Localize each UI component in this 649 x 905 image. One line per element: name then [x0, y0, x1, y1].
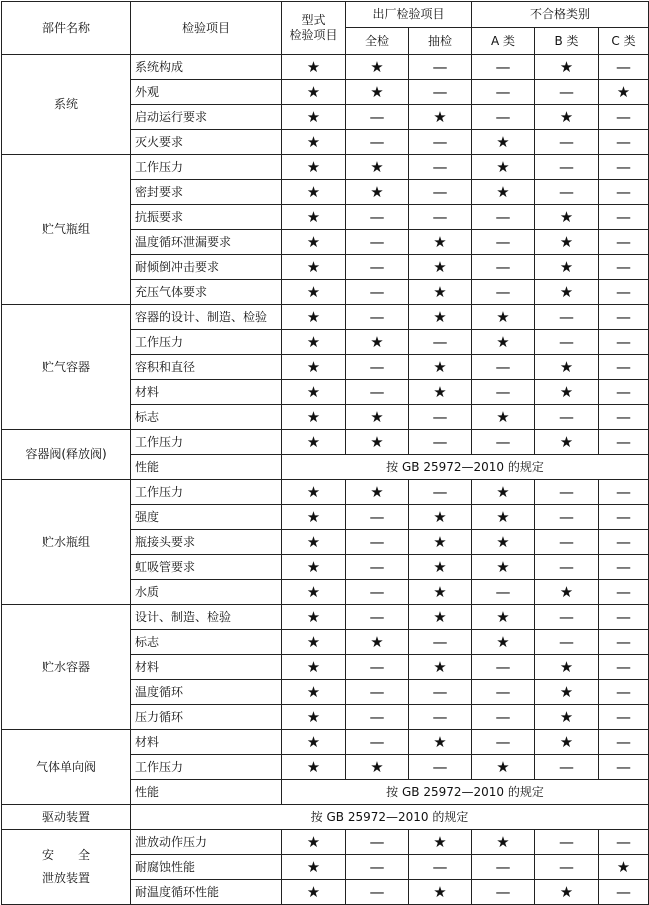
inspection-item-cell: 耐腐蚀性能	[131, 855, 282, 880]
class-a-mark: ★	[472, 830, 535, 855]
class-c-mark: —	[599, 430, 649, 455]
class-b-mark: —	[535, 405, 599, 430]
sampling-mark: —	[409, 430, 472, 455]
class-b-mark: —	[535, 330, 599, 355]
full-check-mark: ★	[346, 180, 409, 205]
sampling-mark: —	[409, 330, 472, 355]
type-test-mark: ★	[282, 155, 346, 180]
table-row	[2, 480, 649, 505]
table-row	[2, 830, 649, 855]
full-check-mark: ★	[346, 480, 409, 505]
type-test-mark: ★	[282, 405, 346, 430]
type-test-mark: ★	[282, 705, 346, 730]
part-name-cell: 气体单向阀	[2, 730, 131, 805]
inspection-item-cell: 温度循环	[131, 680, 282, 705]
class-c-mark: —	[599, 105, 649, 130]
part-name-header: 部件名称	[2, 2, 131, 55]
table-row	[2, 805, 649, 830]
class-b-mark: ★	[535, 280, 599, 305]
class-a-header: A 类	[472, 28, 535, 55]
inspection-item-cell: 压力循环	[131, 705, 282, 730]
inspection-item-cell: 设计、制造、检验	[131, 605, 282, 630]
full-check-mark: —	[346, 280, 409, 305]
full-check-mark: —	[346, 505, 409, 530]
type-test-mark: ★	[282, 730, 346, 755]
type-test-mark: ★	[282, 580, 346, 605]
sampling-mark: —	[409, 680, 472, 705]
sampling-mark: —	[409, 155, 472, 180]
class-a-mark: —	[472, 705, 535, 730]
class-c-mark: —	[599, 830, 649, 855]
class-a-mark: ★	[472, 130, 535, 155]
sampling-mark: ★	[409, 655, 472, 680]
type-test-mark: ★	[282, 180, 346, 205]
full-check-mark: —	[346, 530, 409, 555]
inspection-item-cell: 材料	[131, 655, 282, 680]
class-b-mark: —	[535, 530, 599, 555]
inspection-item-cell: 标志	[131, 630, 282, 655]
class-c-mark: —	[599, 255, 649, 280]
class-c-mark: —	[599, 655, 649, 680]
table-row	[2, 605, 649, 630]
class-b-mark: ★	[535, 105, 599, 130]
full-check-mark: —	[346, 130, 409, 155]
full-check-mark: —	[346, 205, 409, 230]
class-a-mark: ★	[472, 405, 535, 430]
class-a-mark: —	[472, 105, 535, 130]
class-a-mark: —	[472, 55, 535, 80]
full-check-mark: —	[346, 380, 409, 405]
type-test-mark: ★	[282, 480, 346, 505]
class-b-mark: —	[535, 830, 599, 855]
sampling-mark: ★	[409, 880, 472, 905]
inspection-item-cell: 工作压力	[131, 480, 282, 505]
part-name-cell: 驱动装置	[2, 805, 131, 830]
type-test-mark: ★	[282, 855, 346, 880]
class-c-mark: —	[599, 605, 649, 630]
part-name-cell: 贮气容器	[2, 305, 131, 430]
sampling-mark: ★	[409, 730, 472, 755]
class-a-mark: —	[472, 680, 535, 705]
class-b-mark: —	[535, 80, 599, 105]
type-test-mark: ★	[282, 830, 346, 855]
class-c-mark: —	[599, 280, 649, 305]
sampling-mark: —	[409, 705, 472, 730]
class-c-mark: —	[599, 880, 649, 905]
inspection-item-cell: 外观	[131, 80, 282, 105]
sampling-mark: ★	[409, 605, 472, 630]
full-check-mark: ★	[346, 430, 409, 455]
class-c-mark: —	[599, 180, 649, 205]
inspection-item-cell: 充压气体要求	[131, 280, 282, 305]
class-b-mark: —	[535, 130, 599, 155]
full-check-mark: —	[346, 705, 409, 730]
full-check-mark: —	[346, 105, 409, 130]
class-c-mark: —	[599, 230, 649, 255]
class-b-mark: —	[535, 180, 599, 205]
class-a-mark: —	[472, 655, 535, 680]
type-test-mark: ★	[282, 230, 346, 255]
type-test-mark: ★	[282, 280, 346, 305]
type-test-mark: ★	[282, 755, 346, 780]
type-test-line1: 型式	[301, 13, 326, 27]
inspection-item-cell: 工作压力	[131, 330, 282, 355]
class-a-mark: —	[472, 80, 535, 105]
sampling-mark: —	[409, 480, 472, 505]
inspection-item-cell: 工作压力	[131, 155, 282, 180]
type-test-mark: ★	[282, 630, 346, 655]
sampling-mark: —	[409, 755, 472, 780]
class-a-mark: ★	[472, 480, 535, 505]
type-test-mark: ★	[282, 305, 346, 330]
class-c-mark: —	[599, 705, 649, 730]
type-test-mark: ★	[282, 555, 346, 580]
inspection-item-cell: 瓶接头要求	[131, 530, 282, 555]
type-test-mark: ★	[282, 355, 346, 380]
inspection-item-cell: 系统构成	[131, 55, 282, 80]
class-a-mark: ★	[472, 180, 535, 205]
class-c-mark: —	[599, 130, 649, 155]
class-a-mark: —	[472, 430, 535, 455]
class-b-mark: ★	[535, 430, 599, 455]
full-check-header: 全检	[346, 28, 409, 55]
full-check-mark: ★	[346, 155, 409, 180]
class-a-mark: —	[472, 730, 535, 755]
inspection-item-cell: 温度循环泄漏要求	[131, 230, 282, 255]
part-name-cell: 容器阀(释放阀)	[2, 430, 131, 480]
full-check-mark: —	[346, 255, 409, 280]
full-check-mark: —	[346, 605, 409, 630]
sampling-mark: —	[409, 405, 472, 430]
full-check-mark: —	[346, 355, 409, 380]
full-check-mark: ★	[346, 55, 409, 80]
inspection-item-cell: 抗振要求	[131, 205, 282, 230]
type-test-mark: ★	[282, 430, 346, 455]
nonconformity-header: 不合格类别	[472, 2, 649, 28]
class-c-mark: —	[599, 305, 649, 330]
class-c-mark: —	[599, 355, 649, 380]
class-b-mark: ★	[535, 355, 599, 380]
full-check-mark: —	[346, 830, 409, 855]
table-body	[2, 55, 649, 905]
sampling-mark: —	[409, 130, 472, 155]
class-a-mark: ★	[472, 505, 535, 530]
class-c-mark: —	[599, 755, 649, 780]
class-a-mark: —	[472, 255, 535, 280]
class-b-header: B 类	[535, 28, 599, 55]
class-a-mark: ★	[472, 530, 535, 555]
inspection-item-cell: 标志	[131, 405, 282, 430]
class-b-mark: ★	[535, 680, 599, 705]
inspection-table	[1, 1, 649, 905]
type-test-mark: ★	[282, 880, 346, 905]
class-b-mark: —	[535, 155, 599, 180]
class-c-mark: —	[599, 680, 649, 705]
part-name-cell: 系统	[2, 55, 131, 155]
class-a-mark: ★	[472, 755, 535, 780]
class-c-mark: —	[599, 155, 649, 180]
class-b-mark: —	[535, 630, 599, 655]
class-b-mark: —	[535, 855, 599, 880]
class-c-mark: —	[599, 730, 649, 755]
inspection-item-cell: 耐温度循环性能	[131, 880, 282, 905]
sampling-mark: ★	[409, 555, 472, 580]
factory-test-header: 出厂检验项目	[346, 2, 472, 28]
sampling-mark: ★	[409, 830, 472, 855]
class-a-mark: —	[472, 355, 535, 380]
type-test-header	[282, 2, 346, 55]
class-c-mark: —	[599, 405, 649, 430]
class-c-mark: —	[599, 330, 649, 355]
class-a-mark: —	[472, 855, 535, 880]
inspection-item-cell: 密封要求	[131, 180, 282, 205]
sampling-mark: ★	[409, 580, 472, 605]
class-c-header: C 类	[599, 28, 649, 55]
regulation-note: 按 GB 25972—2010 的规定	[282, 455, 649, 480]
regulation-note: 按 GB 25972—2010 的规定	[282, 780, 649, 805]
class-a-mark: —	[472, 230, 535, 255]
class-a-mark: —	[472, 580, 535, 605]
inspection-item-cell: 启动运行要求	[131, 105, 282, 130]
table-row	[2, 305, 649, 330]
class-a-mark: —	[472, 205, 535, 230]
sampling-mark: —	[409, 80, 472, 105]
type-test-mark: ★	[282, 255, 346, 280]
full-check-mark: —	[346, 655, 409, 680]
class-b-mark: —	[535, 505, 599, 530]
table-row	[2, 730, 649, 755]
class-b-mark: —	[535, 555, 599, 580]
type-test-mark: ★	[282, 55, 346, 80]
sampling-mark: ★	[409, 505, 472, 530]
class-b-mark: ★	[535, 580, 599, 605]
full-check-mark: ★	[346, 80, 409, 105]
sampling-mark: —	[409, 205, 472, 230]
part-name-cell: 贮气瓶组	[2, 155, 131, 305]
class-c-mark: ★	[599, 80, 649, 105]
class-c-mark: —	[599, 205, 649, 230]
full-check-mark: ★	[346, 755, 409, 780]
class-a-mark: ★	[472, 305, 535, 330]
type-test-mark: ★	[282, 680, 346, 705]
sampling-mark: ★	[409, 355, 472, 380]
type-test-mark: ★	[282, 330, 346, 355]
type-test-mark: ★	[282, 105, 346, 130]
table-header	[2, 2, 649, 55]
sampling-mark: —	[409, 855, 472, 880]
class-b-mark: —	[535, 305, 599, 330]
type-test-mark: ★	[282, 655, 346, 680]
inspection-item-cell: 耐倾倒冲击要求	[131, 255, 282, 280]
class-c-mark: —	[599, 480, 649, 505]
full-check-mark: —	[346, 580, 409, 605]
type-test-mark: ★	[282, 605, 346, 630]
full-check-mark: —	[346, 880, 409, 905]
inspection-item-header: 检验项目	[131, 2, 282, 55]
sampling-mark: —	[409, 630, 472, 655]
sampling-header: 抽检	[409, 28, 472, 55]
class-c-mark: ★	[599, 855, 649, 880]
type-test-mark: ★	[282, 205, 346, 230]
class-b-mark: —	[535, 755, 599, 780]
inspection-item-cell: 材料	[131, 730, 282, 755]
class-c-mark: —	[599, 530, 649, 555]
table-row	[2, 155, 649, 180]
inspection-item-cell: 性能	[131, 455, 282, 480]
full-check-mark: —	[346, 555, 409, 580]
class-a-mark: —	[472, 380, 535, 405]
class-b-mark: ★	[535, 205, 599, 230]
part-name-cell: 贮水瓶组	[2, 480, 131, 605]
inspection-item-cell: 工作压力	[131, 430, 282, 455]
sampling-mark: ★	[409, 280, 472, 305]
class-a-mark: ★	[472, 605, 535, 630]
inspection-item-cell: 泄放动作压力	[131, 830, 282, 855]
class-a-mark: —	[472, 880, 535, 905]
class-c-mark: —	[599, 505, 649, 530]
part-name-cell: 贮水容器	[2, 605, 131, 730]
class-b-mark: ★	[535, 380, 599, 405]
type-test-mark: ★	[282, 80, 346, 105]
class-a-mark: ★	[472, 155, 535, 180]
class-b-mark: ★	[535, 730, 599, 755]
inspection-item-cell: 灭火要求	[131, 130, 282, 155]
class-c-mark: —	[599, 55, 649, 80]
part-name-cell: 安 全 泄放装置	[2, 830, 131, 905]
inspection-item-cell: 容积和直径	[131, 355, 282, 380]
class-b-mark: ★	[535, 880, 599, 905]
full-check-mark: —	[346, 305, 409, 330]
class-a-mark: ★	[472, 630, 535, 655]
type-test-mark: ★	[282, 130, 346, 155]
sampling-mark: ★	[409, 380, 472, 405]
class-b-mark: —	[535, 605, 599, 630]
full-check-mark: ★	[346, 630, 409, 655]
class-a-mark: —	[472, 280, 535, 305]
class-c-mark: —	[599, 630, 649, 655]
class-b-mark: ★	[535, 255, 599, 280]
regulation-note: 按 GB 25972—2010 的规定	[131, 805, 649, 830]
sampling-mark: ★	[409, 255, 472, 280]
sampling-mark: —	[409, 55, 472, 80]
inspection-item-cell: 水质	[131, 580, 282, 605]
inspection-item-cell: 容器的设计、制造、检验	[131, 305, 282, 330]
full-check-mark: —	[346, 855, 409, 880]
inspection-item-cell: 性能	[131, 780, 282, 805]
class-b-mark: ★	[535, 705, 599, 730]
class-a-mark: ★	[472, 555, 535, 580]
type-test-mark: ★	[282, 530, 346, 555]
type-test-mark: ★	[282, 380, 346, 405]
full-check-mark: —	[346, 680, 409, 705]
class-b-mark: ★	[535, 655, 599, 680]
type-test-mark: ★	[282, 505, 346, 530]
inspection-item-cell: 虹吸管要求	[131, 555, 282, 580]
class-b-mark: ★	[535, 55, 599, 80]
class-c-mark: —	[599, 555, 649, 580]
inspection-item-cell: 强度	[131, 505, 282, 530]
inspection-item-cell: 工作压力	[131, 755, 282, 780]
sampling-mark: ★	[409, 530, 472, 555]
sampling-mark: ★	[409, 305, 472, 330]
full-check-mark: —	[346, 730, 409, 755]
inspection-item-cell: 材料	[131, 380, 282, 405]
class-c-mark: —	[599, 380, 649, 405]
type-test-line2: 检验项目	[289, 28, 338, 42]
full-check-mark: ★	[346, 405, 409, 430]
table-row	[2, 55, 649, 80]
full-check-mark: —	[346, 230, 409, 255]
class-b-mark: —	[535, 480, 599, 505]
class-a-mark: ★	[472, 330, 535, 355]
full-check-mark: ★	[346, 330, 409, 355]
table-row	[2, 430, 649, 455]
sampling-mark: —	[409, 180, 472, 205]
class-c-mark: —	[599, 580, 649, 605]
sampling-mark: ★	[409, 105, 472, 130]
sampling-mark: ★	[409, 230, 472, 255]
class-b-mark: ★	[535, 230, 599, 255]
